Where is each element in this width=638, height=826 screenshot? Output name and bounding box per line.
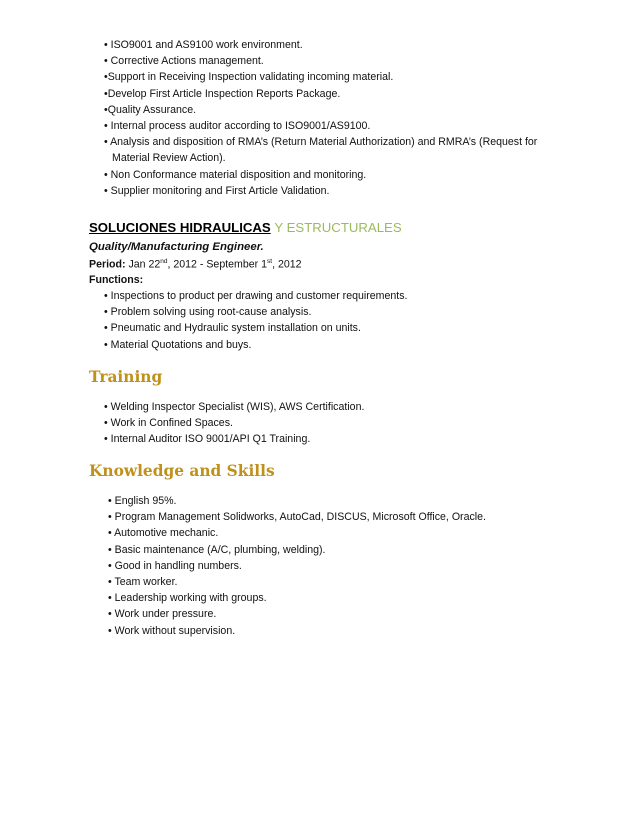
job-period: [89, 258, 302, 271]
training-heading: Training: [89, 368, 163, 386]
list-item: • Work under pressure.: [108, 608, 217, 621]
previous-job-duties: [104, 37, 537, 199]
period-start: Jan 22: [128, 258, 161, 271]
list-item: • Automotive mechanic.: [108, 527, 219, 540]
list-item: • Basic maintenance (A/C, plumbing, welding).: [108, 543, 326, 556]
list-item: • Program Management Solidworks, AutoCad, DISCUS, Microsoft Office, Oracle.: [108, 511, 486, 524]
list-item-continuation: [104, 150, 537, 166]
list-item: • Good in handling numbers.: [108, 559, 242, 572]
period-middle: , 2012 - September 1: [167, 258, 268, 271]
functions-label-text: Functions:: [89, 274, 144, 286]
list-item: • Analysis and disposition of RMA’s (Return Material Authorization) and RMRA’s (Request for: [104, 136, 538, 149]
list-item: • Supplier monitoring and First Article Validation.: [104, 184, 330, 197]
job-functions-list: [104, 288, 407, 353]
functions-label: [89, 274, 143, 286]
list-item: • English 95%.: [108, 495, 177, 507]
list-item: • Internal Auditor ISO 9001/API Q1 Training.: [104, 433, 311, 446]
list-item: • Material Quotations and buys.: [104, 338, 252, 351]
list-item: • Problem solving using root-cause analysis.: [104, 306, 312, 319]
list-item: • ISO9001 and AS9100 work environment.: [104, 39, 303, 51]
list-item: • Team worker.: [108, 576, 178, 589]
period-start-suffix: nd: [160, 258, 168, 265]
list-item: •Quality Assurance.: [104, 103, 197, 116]
list-item: • Non Conformance material disposition and monitoring.: [104, 168, 367, 181]
period-end: , 2012: [272, 258, 302, 271]
company-name-part2: Y ESTRUCTURALES: [274, 220, 402, 235]
company-name-part1: SOLUCIONES HIDRAULICAS: [89, 220, 271, 235]
list-item: • Inspections to product per drawing and customer requirements.: [104, 290, 408, 302]
list-item: • Leadership working with groups.: [108, 592, 267, 605]
skills-list: [108, 493, 486, 639]
list-item: •Develop First Article Inspection Reports Package.: [104, 87, 341, 100]
list-item-continuation-text: Material Review Action).: [112, 152, 226, 165]
period-label: Period:: [89, 258, 126, 271]
period-end-suffix: st: [267, 258, 273, 265]
list-item: • Internal process auditor according to ISO9001/AS9100.: [104, 120, 371, 133]
list-item: • Welding Inspector Specialist (WIS), AWS Certification.: [104, 401, 365, 413]
list-item: • Work in Confined Spaces.: [104, 417, 233, 430]
training-list: [104, 399, 364, 448]
job-role: Quality/Manufacturing Engineer.: [89, 241, 264, 253]
list-item: • Work without supervision.: [108, 624, 236, 637]
list-item: •Support in Receiving Inspection validating incoming material.: [104, 71, 394, 84]
list-item: • Corrective Actions management.: [104, 55, 264, 68]
company-name: [89, 220, 402, 235]
list-item: • Pneumatic and Hydraulic system installation on units.: [104, 322, 361, 335]
skills-heading: Knowledge and Skills: [89, 462, 275, 480]
